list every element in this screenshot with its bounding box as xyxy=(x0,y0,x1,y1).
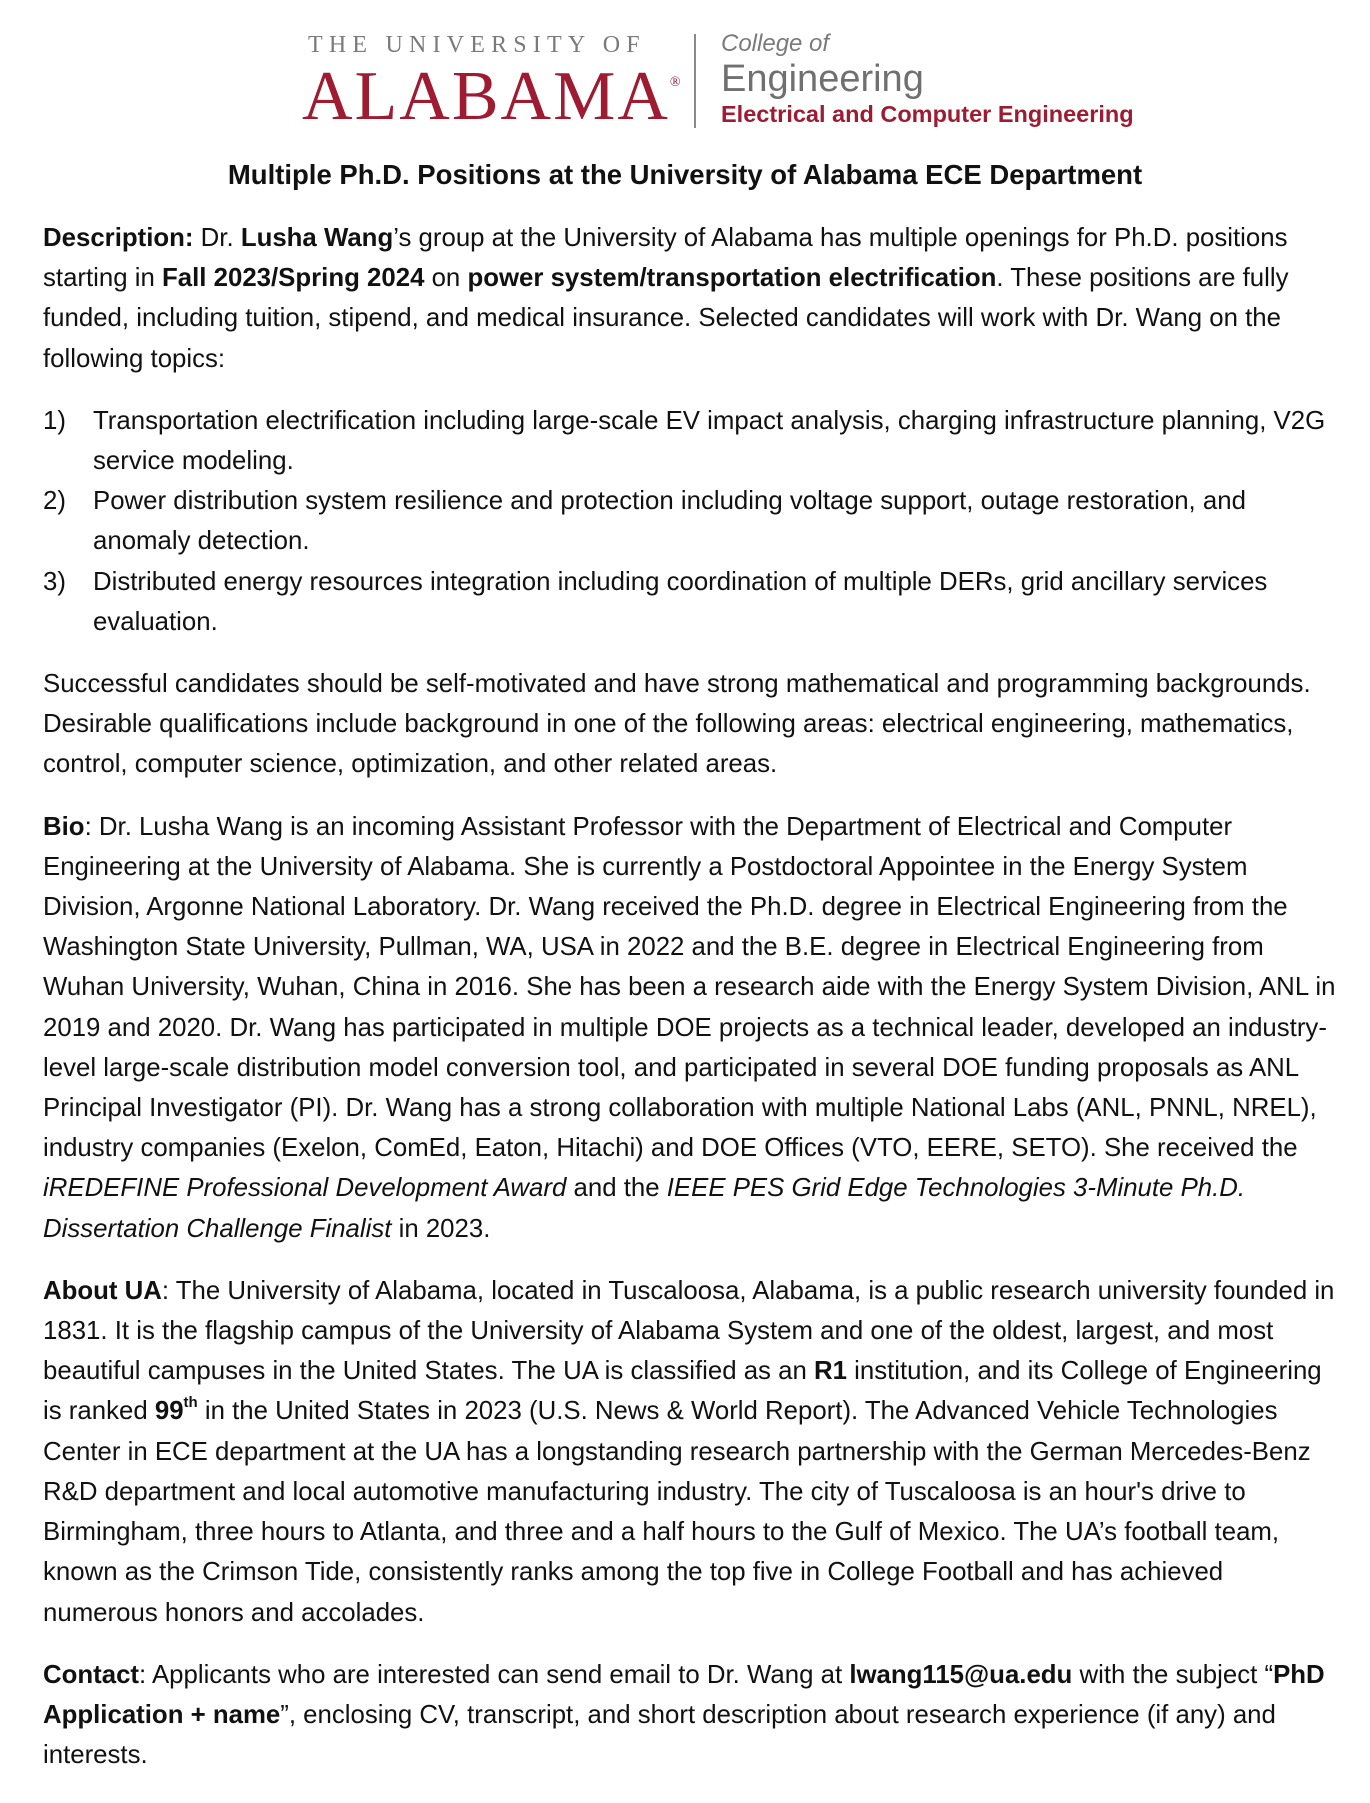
email-subject: PhD Application + name xyxy=(43,1660,1325,1729)
ua-wordmark xyxy=(302,22,681,135)
paragraph-gap xyxy=(43,1249,1343,1271)
supervisor-name: Lusha Wang xyxy=(240,224,394,252)
research-area: power system/transportation electrification xyxy=(467,264,997,293)
topic-item xyxy=(43,401,1343,481)
ranking: 99 xyxy=(154,1397,184,1426)
description-paragraph xyxy=(43,218,1343,379)
topic-text: Transportation electrification including large-scale EV impact analysis, charging infrastructure planning, V2G service modeling. xyxy=(93,406,1326,476)
description-text: Dr. xyxy=(193,224,241,252)
award-title: IEEE PES Grid Edge Technologies 3-Minute Ph.D. Dissertation Challenge Finalist xyxy=(43,1174,1246,1243)
topics-list xyxy=(43,401,1343,642)
ranking-suffix: th xyxy=(183,1393,198,1411)
university-logo xyxy=(302,22,1134,135)
registered-mark: ® xyxy=(669,75,681,90)
r1-classification: R1 xyxy=(813,1357,847,1386)
description-text: on xyxy=(424,264,468,293)
about-text: in the United States in 2023 (U.S. News & World Report). The Advanced Vehicle Technologies Center in ECE department at the UA has a longstanding research partnership with the German Mercedes-Benz R&D department and local automotive manufacturing industry. The city of Tuscaloosa is an hour's drive to Birmingham, three hours to Atlanta, and three and a half hours to the Gulf of Mexico. The UA’s football team, known as the Crimson Tide, consistently ranks among the top five in College Football and has achieved numerous honors and accolades. xyxy=(43,1397,1311,1627)
topic-item xyxy=(43,481,1343,561)
award-title: iREDEFINE Professional Development Award xyxy=(43,1174,567,1203)
document-body xyxy=(43,218,1343,1775)
paragraph-gap xyxy=(43,379,1343,401)
bio-text: : Dr. Lusha Wang is an incoming Assistant Professor with the Department of Electrical and Computer Engineering at the University of Alabama. She is currently a Postdoctoral Appointee in the Energy System Division, Argonne National Laboratory. Dr. Wang received the Ph.D. degree in Electrical Engineering from the Washington State University, Pullman, WA, USA in 2022 and the B.E. degree in Electrical Engineering from Wuhan University, Wuhan, China in 2016. She has been a research aide with the Energy System Division, ANL in 2019 and 2020. Dr. Wang has participated in multiple DOE projects as a technical leader, developed an industry-level large-scale distribution model conversion tool, and participated in several DOE funding proposals as ANL Principal Investigator (PI). Dr. Wang has a strong collaboration with multiple National Labs (ANL, PNNL, NREL), industry companies (Exelon, ComEd, Eaton, Hitachi) and DOE Offices (VTO, EERE, SETO). She received the xyxy=(43,812,1336,1163)
about-paragraph xyxy=(43,1271,1343,1633)
about-text: : The University of Alabama, located in Tuscaloosa, Alabama, is a public research university founded in 1831. It is the flagship campus of the University of Alabama System and one of the oldest, largest, and most beautiful campuses in the United States. The UA is classified as an xyxy=(43,1276,1335,1386)
contact-label: Contact xyxy=(43,1660,140,1689)
topic-text: Distributed energy resources integration including coordination of multiple DERs, grid ancillary services evaluation. xyxy=(93,567,1268,636)
start-term: Fall 2023/Spring 2024 xyxy=(162,264,425,293)
logo-divider xyxy=(694,34,696,128)
about-label: About UA xyxy=(43,1276,162,1305)
description-text: ’s group at the University of Alabama has multiple openings for Ph.D. positions starting in xyxy=(43,224,1288,293)
topic-number: 3) xyxy=(43,567,66,596)
logo-university-of: THE UNIVERSITY OF xyxy=(308,32,646,58)
topic-item xyxy=(43,562,1343,642)
logo-alabama xyxy=(302,58,681,135)
contact-email[interactable]: lwang115@ua.edu xyxy=(849,1660,1073,1689)
paragraph-gap xyxy=(43,785,1343,807)
description-label: Description: xyxy=(43,224,194,252)
contact-text: with the subject “ xyxy=(1072,1660,1274,1689)
contact-text: : Applicants who are interested can send email to Dr. Wang at xyxy=(139,1660,850,1689)
about-text: institution, and its College of Engineering is ranked xyxy=(43,1357,1322,1426)
bio-paragraph xyxy=(43,807,1343,1249)
topic-number: 2) xyxy=(43,487,66,516)
contact-text: ”, enclosing CV, transcript, and short description about research experience (if any) and interests. xyxy=(43,1700,1276,1770)
logo-alabama-text: ALABAMA xyxy=(302,58,670,135)
bio-label: Bio xyxy=(43,812,85,841)
logo-college-of: College of xyxy=(721,30,830,57)
topic-text: Power distribution system resilience and protection including voltage support, outage restoration, and anomaly detection. xyxy=(93,487,1246,556)
logo-department: Electrical and Computer Engineering xyxy=(721,101,1134,127)
paragraph-gap xyxy=(43,1633,1343,1655)
bio-text: in 2023. xyxy=(391,1214,491,1243)
paragraph-gap xyxy=(43,642,1343,664)
qualifications-paragraph: Successful candidates should be self-motivated and have strong mathematical and programming backgrounds. Desirable qualifications include background in one of the following areas: electrical engineering, mathematics, control, computer science, optimization, and other related areas. xyxy=(43,670,1311,779)
topic-number: 1) xyxy=(43,406,66,435)
logo-engineering: Engineering xyxy=(721,58,924,100)
bio-text: and the xyxy=(566,1174,667,1203)
description-text: . These positions are fully funded, including tuition, stipend, and medical insurance. Selected candidates will work with Dr. Wang on the following topics: xyxy=(43,264,1289,373)
page-title: Multiple Ph.D. Positions at the University of Alabama ECE Department xyxy=(227,159,1143,190)
contact-paragraph xyxy=(43,1655,1343,1776)
